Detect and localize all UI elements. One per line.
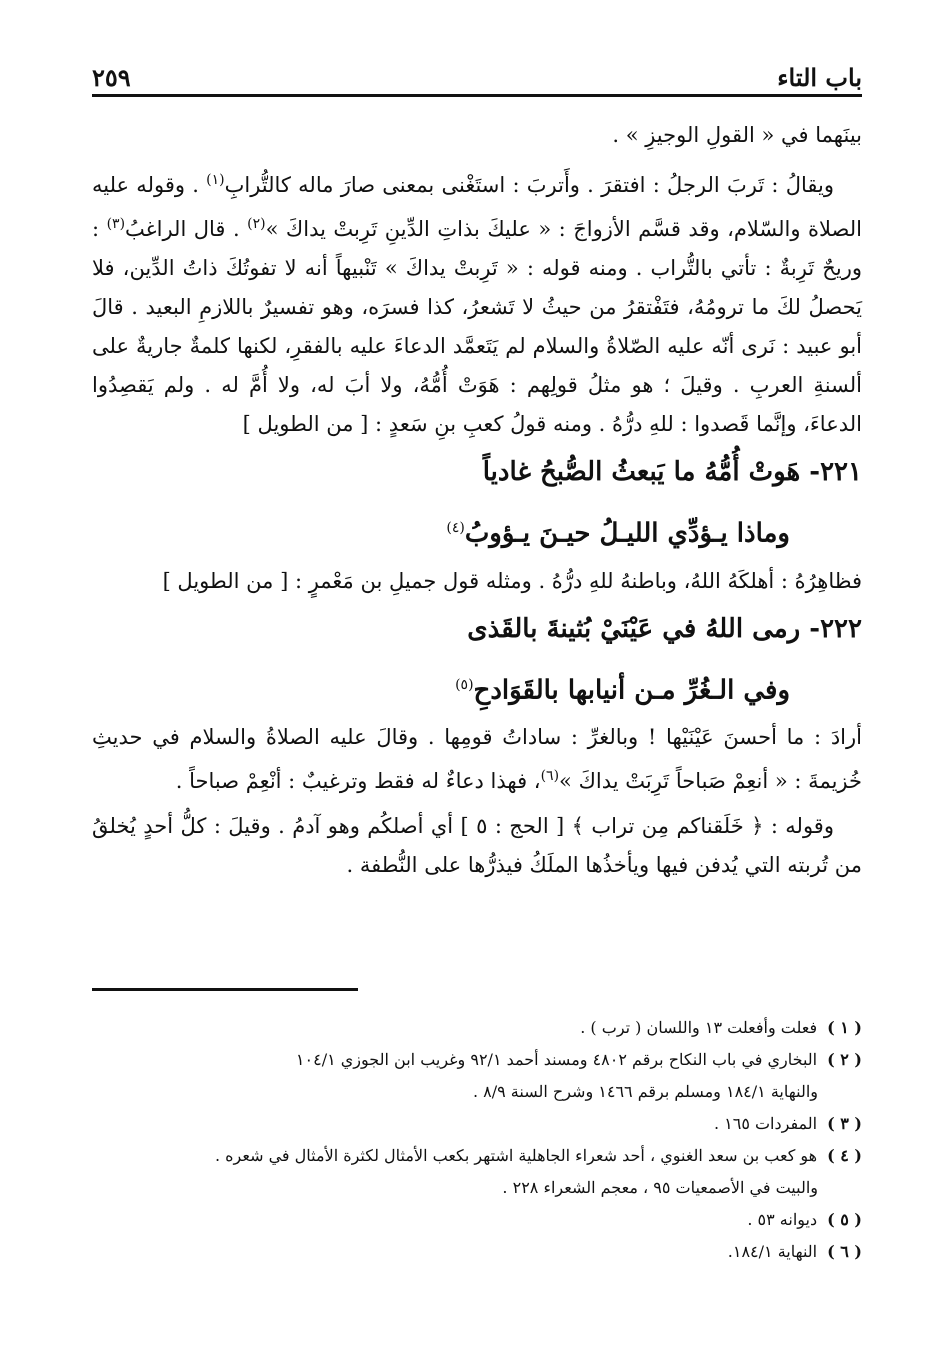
footnote bbox=[92, 1012, 862, 1044]
verse-221-second-hemistich bbox=[92, 500, 862, 562]
footnote-ref: (٥) bbox=[455, 676, 474, 693]
text-run: . وقوله عليه الصلاة والسّلام، وقد قسَّم الأزواجَ : « عليكَ بذاتِ الدِّينِ تَرِبتْ يداكَ » bbox=[92, 173, 862, 241]
paragraph: بينَهما في « القولِ الوجيزِ » . bbox=[612, 123, 862, 147]
footnote-number: ( ١ ) bbox=[827, 1018, 862, 1037]
text-run: . قال الراغبُ bbox=[125, 217, 240, 241]
footnote-text: هو كعب بن سعد الغنوي ، أحد شعراء الجاهلية اشتهر بكعب الأمثال لكثرة الأمثال في شعره . bbox=[215, 1146, 818, 1165]
footnote-continuation: والنهاية ١٨٤/١ ومسلم برقم ١٤٦٦ وشرح السنة ٨/٩ . bbox=[472, 1082, 818, 1101]
paragraph bbox=[92, 161, 862, 444]
footnote-number: ( ٥ ) bbox=[827, 1210, 862, 1229]
footnote-number: ( ٤ ) bbox=[827, 1146, 862, 1165]
text-run: وفي الـغُرِّ مـن أنيابها بالقَوَادحِ bbox=[473, 675, 790, 706]
footnote-number: ( ٦ ) bbox=[827, 1242, 862, 1261]
text-run: وماذا يـؤدِّي الليـلُ حيـنَ يـؤوبُ bbox=[464, 518, 790, 549]
footnote-text: النهاية ١٨٤/١. bbox=[727, 1242, 818, 1261]
footnote-ref: (٤) bbox=[446, 520, 465, 536]
footnote-number: ( ٢ ) bbox=[827, 1050, 862, 1069]
footnote-ref: (١) bbox=[206, 172, 225, 188]
footnote-text: فعلت وأفعلت ١٣ واللسان ( ترب ) . bbox=[580, 1018, 818, 1037]
footnote bbox=[92, 1044, 862, 1076]
header-rule bbox=[92, 94, 862, 97]
paragraph: فظاهِرُهُ : أهلكَهُ اللهُ، وباطنهُ للهِ درُّهُ . ومثله قول جميلِ بن مَعْمرٍ : [ من الطويل ] bbox=[162, 568, 862, 593]
footnote-rule bbox=[92, 988, 358, 991]
running-header bbox=[92, 58, 862, 92]
footnote-ref: (٣) bbox=[106, 216, 126, 232]
footnote-ref: (٦) bbox=[540, 768, 560, 785]
footnote bbox=[92, 1204, 862, 1236]
text-run: ، فهذا دعاءٌ له فقط وترغيبٌ : أنْعِمْ صباحاً . bbox=[175, 769, 541, 794]
verse-222-second-hemistich bbox=[92, 657, 862, 719]
main-text bbox=[92, 116, 862, 885]
footnote-text: المفردات ١٦٥ . bbox=[713, 1114, 818, 1133]
verse-222-first-hemistich: ٢٢٢- رمى اللهُ في عَيْنَيْ بُثينةَ بالقَذى bbox=[467, 613, 862, 644]
footnote-ref: (٢) bbox=[247, 216, 266, 232]
footnote-text: البخاري في باب النكاح برقم ٤٨٠٢ ومسند أحمد ٩٢/١ وغريب ابن الجوزي ١٠٤/١ bbox=[295, 1050, 818, 1069]
section-title: باب التاء bbox=[777, 63, 862, 92]
footnote-continuation: والبيت في الأصمعيات ٩٥ ، معجم الشعراء ٢٢٨ . bbox=[502, 1178, 818, 1197]
paragraph bbox=[92, 718, 862, 801]
page-number: ٢٥٩ bbox=[92, 63, 131, 92]
footnote bbox=[92, 1140, 862, 1172]
paragraph: وقوله : ﴿ خَلَقناكم مِن تراب ﴾ [ الحج : ٥ ] أي أصلكُم وهو آدمُ . وقيلَ : كلُّ أحدٍ يُخلقُ من تُربته التي يُدفن فيها ويأخذُها الملَكُ فيذرُّها على النُّطفة . bbox=[92, 814, 862, 878]
document-page bbox=[92, 0, 862, 1355]
footnote-text: ديوانه ٥٣ . bbox=[747, 1210, 818, 1229]
verse-221-first-hemistich: ٢٢١- هَوتْ أُمُّهُ ما يَبعثُ الصُّبحُ غادياً bbox=[482, 457, 862, 487]
footnote-number: ( ٣ ) bbox=[827, 1114, 862, 1133]
text-run: : وريحٌ تَرِبةٌ : تأتي بالتُّراب . ومنه قوله : « تَرِبتْ يداكَ » تَنْبيهاً أنه لا تفوتُكَ ذاتُ الدِّين، فلا يَحصلُ لكَ ما ترومُهُ، فتَفْتقرُ من حيثُ لا تَشعرُ، كذا فسرَه، وهو تفسيرٌ باللازمِ البعيد . قالَ أبو عبيد : نَرى أنّه عليه الصّلاةُ والسلام لم يَتَعمَّد الدعاءَ عليه بالفقرِ، لكنها كلمةٌ جاريةٌ على ألسنةِ العربِ . وقيلَ ؛ هو مثلُ قولِهم : هَوَتْ أُمُّهُ، ولا أبَ له، ولا أُمَّ له . ولم يَقصِدُوا الدعاءَ، وإنَّما قَصدوا : للهِ درُّهُ . ومنه قولُ كعبِ بنِ سَعدٍ : [ من الطويل ] bbox=[92, 217, 862, 436]
footnote bbox=[92, 1108, 862, 1140]
text-run: ويقالُ : تَربَ الرجلُ : افتقرَ . وأَتربَ : استَغْنى بمعنى صارَ ماله كالتُّرابِ bbox=[224, 173, 834, 197]
text-run: أرادَ : ما أحسنَ عَيْنَيْها ! وبالغرِّ : ساداتُ قومِها . وقالَ عليه الصلاةُ والسلام في حديثِ خُزيمةَ : « أنعِمْ صَباحاً تَرِبَتْ يداكَ » bbox=[92, 725, 862, 794]
footnote bbox=[92, 1236, 862, 1268]
footnotes bbox=[92, 1012, 862, 1268]
